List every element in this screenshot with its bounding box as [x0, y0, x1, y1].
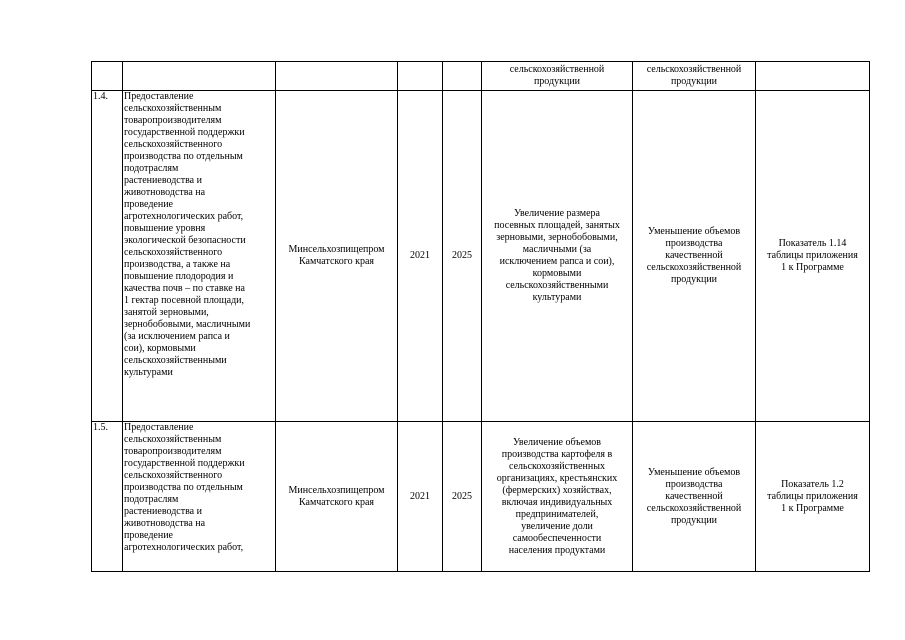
- cell-text-line: проведение: [124, 530, 173, 541]
- cell-text-line: Увеличение объемов: [512, 436, 601, 448]
- cell-text-line: Предоставление: [124, 91, 194, 102]
- cell-text-line: сельскохозяйственного: [124, 247, 223, 258]
- cell-text-line: сои), кормовыми: [124, 343, 196, 354]
- cell-text-line: Увеличение размера: [514, 208, 600, 219]
- cell-text-line: культурами: [532, 292, 582, 303]
- cell-expected-result: [482, 422, 633, 572]
- cell-text-line: организациях, крестьянских: [496, 472, 618, 484]
- cell-text-line: качественной: [665, 250, 723, 261]
- cell-text-line: производства, а также на: [124, 259, 231, 270]
- table-row-continuation: [92, 62, 870, 91]
- cell-text-line: 1 гектар посевной площади,: [124, 295, 245, 306]
- cell-text-line: Минсельхозпищепром: [288, 484, 385, 496]
- cell-name: [123, 422, 276, 572]
- cell-text-line: государственной поддержки: [124, 127, 245, 138]
- cell-text-line: 1 к Программе: [781, 262, 844, 273]
- cell-text-line: животноводства на: [124, 518, 206, 529]
- cell-text-line: таблицы приложения: [767, 490, 858, 502]
- cell-text-line: Предоставление: [124, 422, 194, 433]
- cell-text-line: производства картофеля в: [501, 448, 613, 460]
- cell-text-line: 1 к Программе: [781, 502, 844, 514]
- cell-text-line: Уменьшение объемов: [647, 466, 741, 478]
- cell-executor: [276, 422, 398, 572]
- cell-text-line: подотраслям: [124, 163, 179, 174]
- cell-indicator: [756, 422, 870, 572]
- cell-text-line: Минсельхозпищепром: [288, 244, 385, 255]
- cell-consequences: сельскохозяйственной продукции: [633, 62, 756, 91]
- cell-text-line: занятой зерновыми,: [124, 307, 209, 318]
- cell-text-line: сельскохозяйственными: [124, 355, 227, 366]
- cell-number: 1.4.: [92, 91, 123, 422]
- cell-end-year: 2025: [443, 422, 482, 572]
- cell-name: [123, 62, 276, 91]
- cell-indicator: [756, 62, 870, 91]
- cell-text-line: Камчатского края: [298, 496, 375, 508]
- cell-text-line: повышение уровня: [124, 223, 206, 234]
- cell-text-line: зерновыми, зернобобовыми,: [496, 232, 618, 243]
- cell-text-line: сельскохозяйственным: [124, 103, 222, 114]
- cell-text-line: проведение: [124, 199, 173, 210]
- cell-indicator: [756, 91, 870, 422]
- cell-number: [92, 62, 123, 91]
- cell-start-year: 2021: [398, 422, 443, 572]
- cell-text-line: (за исключением рапса и: [124, 331, 230, 342]
- cell-text-line: растениеводства и: [124, 175, 202, 186]
- cell-text-line: сельскохозяйственного: [124, 470, 223, 481]
- cell-executor: [276, 91, 398, 422]
- cell-expected-result: сельскохозяйственной продукции: [482, 62, 633, 91]
- cell-text-line: увеличение доли: [521, 520, 593, 532]
- cell-start-year: [398, 62, 443, 91]
- cell-text-line: производства: [665, 478, 723, 490]
- cell-text-line: (фермерских) хозяйствах,: [502, 484, 612, 496]
- cell-text-line: предпринимателей,: [515, 508, 599, 520]
- cell-text-line: включая индивидуальных: [501, 496, 613, 508]
- cell-text-line: сельскохозяйственных: [509, 460, 605, 472]
- cell-text-line: растениеводства и: [124, 506, 202, 517]
- cell-number: 1.5.: [92, 422, 123, 572]
- cell-text-line: культурами: [124, 367, 173, 378]
- cell-text-line: товаропроизводителям: [124, 115, 222, 126]
- cell-text-line: посевных площадей, занятых: [494, 220, 620, 231]
- cell-text-line: сельскохозяйственной: [646, 262, 742, 273]
- cell-text-line: самообеспеченности: [512, 532, 602, 544]
- cell-consequences: [633, 422, 756, 572]
- cell-text-line: масличными (за: [522, 244, 592, 255]
- cell-text-line: производства по отдельным: [124, 151, 243, 162]
- cell-consequences: [633, 91, 756, 422]
- cell-text-line: товаропроизводителям: [124, 446, 222, 457]
- cell-text-line: Камчатского края: [298, 256, 375, 267]
- cell-text-line: исключением рапса и сои),: [499, 256, 615, 267]
- cell-text-line: агротехнологических работ,: [124, 542, 244, 553]
- cell-start-year: 2021: [398, 91, 443, 422]
- cell-text-line: агротехнологических работ,: [124, 211, 244, 222]
- cell-text-line: сельскохозяйственными: [505, 280, 609, 291]
- cell-text-line: подотраслям: [124, 494, 179, 505]
- cell-text-line: производства по отдельным: [124, 482, 243, 493]
- cell-text-line: государственной поддержки: [124, 458, 245, 469]
- cell-text-line: зернобобовыми, масличными: [124, 319, 251, 330]
- cell-text-line: Показатель 1.2: [781, 478, 844, 490]
- cell-text-line: сельскохозяйственной: [646, 502, 742, 514]
- cell-text-line: Показатель 1.14: [778, 238, 847, 249]
- cell-text-line: производства: [665, 238, 723, 249]
- cell-text-line: продукции: [670, 274, 718, 285]
- cell-text-line: сельскохозяйственным: [124, 434, 222, 445]
- cell-text-line: кормовыми: [532, 268, 582, 279]
- cell-executor: [276, 62, 398, 91]
- cell-text-line: качества почв – по ставке на: [124, 283, 245, 294]
- measures-table: [91, 61, 870, 572]
- cell-text-line: продукции: [670, 514, 718, 526]
- table-row: [92, 91, 870, 422]
- cell-text-line: таблицы приложения: [767, 250, 858, 261]
- cell-text-line: качественной: [665, 490, 723, 502]
- cell-text-line: Уменьшение объемов: [647, 226, 741, 237]
- cell-text-line: животноводства на: [124, 187, 206, 198]
- cell-text-line: сельскохозяйственного: [124, 139, 223, 150]
- cell-end-year: 2025: [443, 91, 482, 422]
- cell-expected-result: [482, 91, 633, 422]
- table-row: [92, 422, 870, 572]
- cell-text-line: населения продуктами: [508, 544, 606, 556]
- cell-text-line: экологической безопасности: [124, 235, 246, 246]
- cell-name: [123, 91, 276, 422]
- cell-text-line: повышение плодородия и: [124, 271, 234, 282]
- cell-end-year: [443, 62, 482, 91]
